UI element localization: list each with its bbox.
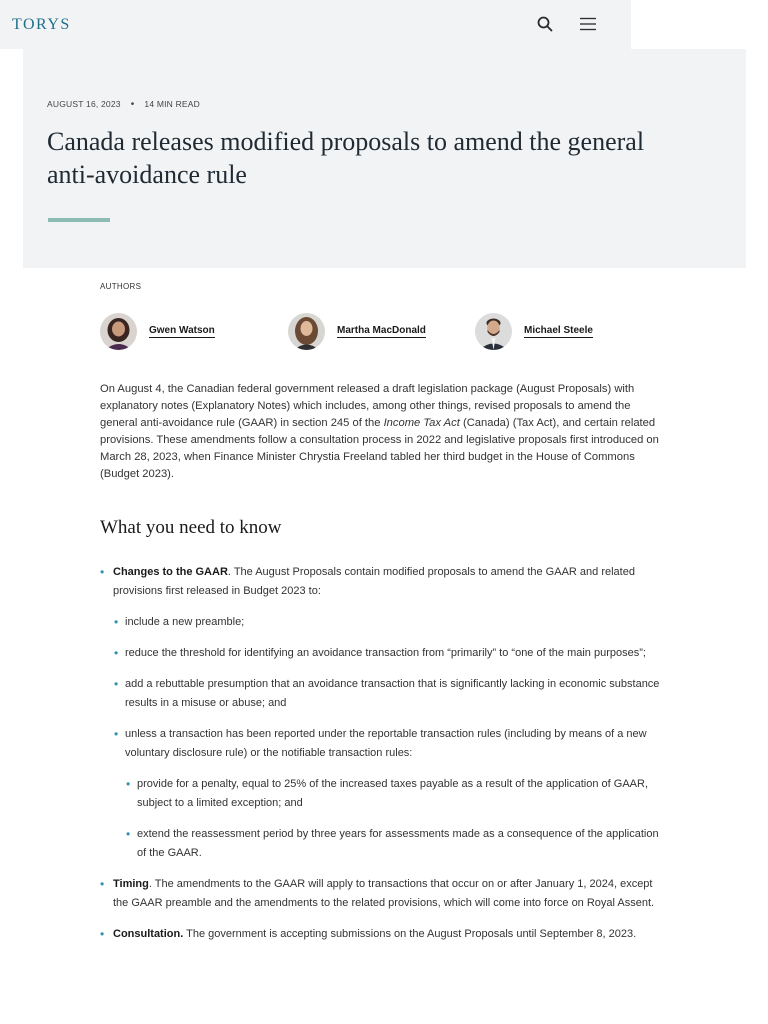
list-item: • extend the reassessment period by three years for assessments made as a consequence of the application of the GAAR.	[125, 825, 666, 863]
site-header	[0, 0, 631, 49]
article-read-time: 14 MIN READ	[144, 99, 200, 109]
author-avatar[interactable]	[288, 313, 325, 350]
article-date: AUGUST 16, 2023	[47, 99, 121, 109]
author-gwen-watson[interactable]	[100, 313, 215, 350]
list-item-text: unless a transaction has been reported under the reportable transaction rules (including by means of a new voluntary disclosure rule) or the notifiable transaction rules:	[125, 728, 647, 759]
article-title: Canada releases modified proposals to amend the general anti-avoidance rule	[47, 127, 645, 189]
author-martha-macdonald[interactable]	[288, 313, 426, 350]
author-avatar[interactable]	[475, 313, 512, 350]
reporting-sublist	[125, 775, 666, 863]
article-meta	[47, 99, 200, 110]
list-item: • provide for a penalty, equal to 25% of the increased taxes payable as a result of the application of GAAR, subject to a limited exception; and	[125, 775, 666, 813]
consultation-title: Consultation.	[113, 928, 184, 940]
list-item: • include a new preamble;	[113, 613, 666, 632]
intro-text-1: On August 4, the Canadian federal government released a draft legislation package (August Proposals) with explanatory notes (Explanatory Notes) which includes, among other things, revised proposals to amend the general anti-avoidance rule (GAAR) in section 245 of the	[100, 383, 635, 429]
section-heading: What you need to know	[100, 517, 282, 538]
consultation-text: The government is accepting submissions on the August Proposals until September 8, 2023.	[183, 928, 637, 940]
authors-label: AUTHORS	[100, 282, 142, 291]
changes-sublist	[113, 613, 666, 863]
list-item-changes	[100, 563, 666, 863]
changes-title: Changes to the GAAR	[113, 566, 228, 578]
title-accent-bar	[48, 218, 110, 222]
author-name[interactable]: Gwen Watson	[149, 325, 215, 336]
article-hero	[23, 49, 746, 268]
list-item-consultation	[100, 925, 666, 944]
key-points-list	[100, 563, 666, 944]
changes-text: . The August Proposals contain modified proposals to amend the GAAR and related provisions first released in Budget 2023 to:	[113, 566, 635, 597]
author-name[interactable]: Martha MacDonald	[337, 325, 426, 336]
torys-logo[interactable]: TORYS	[12, 16, 71, 33]
intro-italic: Income Tax Act	[383, 417, 460, 429]
timing-title: Timing	[113, 878, 149, 890]
menu-icon[interactable]	[578, 15, 598, 33]
meta-separator: •	[130, 99, 135, 110]
list-item-reporting	[113, 725, 666, 863]
author-name[interactable]: Michael Steele	[524, 325, 593, 336]
list-item: • reduce the threshold for identifying an avoidance transaction from “primarily” to “one of the main purposes”;	[113, 644, 666, 663]
list-item: • add a rebuttable presumption that an avoidance transaction that is significantly lacking in economic substance results in a misuse or abuse; and	[113, 675, 666, 713]
author-michael-steele[interactable]	[475, 313, 593, 350]
intro-paragraph	[100, 381, 666, 483]
list-item-timing	[100, 875, 666, 913]
timing-text: . The amendments to the GAAR will apply to transactions that occur on or after January 1, 2024, except the GAAR preamble and the amendments to the related provisions, which will come into force on Royal Assent.	[113, 878, 655, 909]
intro-text-2: (Canada) (Tax Act), and certain related provisions. These amendments follow a consultation process in 2022 and legislative proposals first introduced on March 28, 2023, when Finance Minister Chrystia Freeland tabled her third budget in the House of Commons (Budget 2023).	[100, 417, 659, 480]
author-avatar[interactable]	[100, 313, 137, 350]
authors-list	[100, 313, 666, 353]
article-body	[100, 282, 666, 956]
search-icon[interactable]	[536, 15, 554, 33]
